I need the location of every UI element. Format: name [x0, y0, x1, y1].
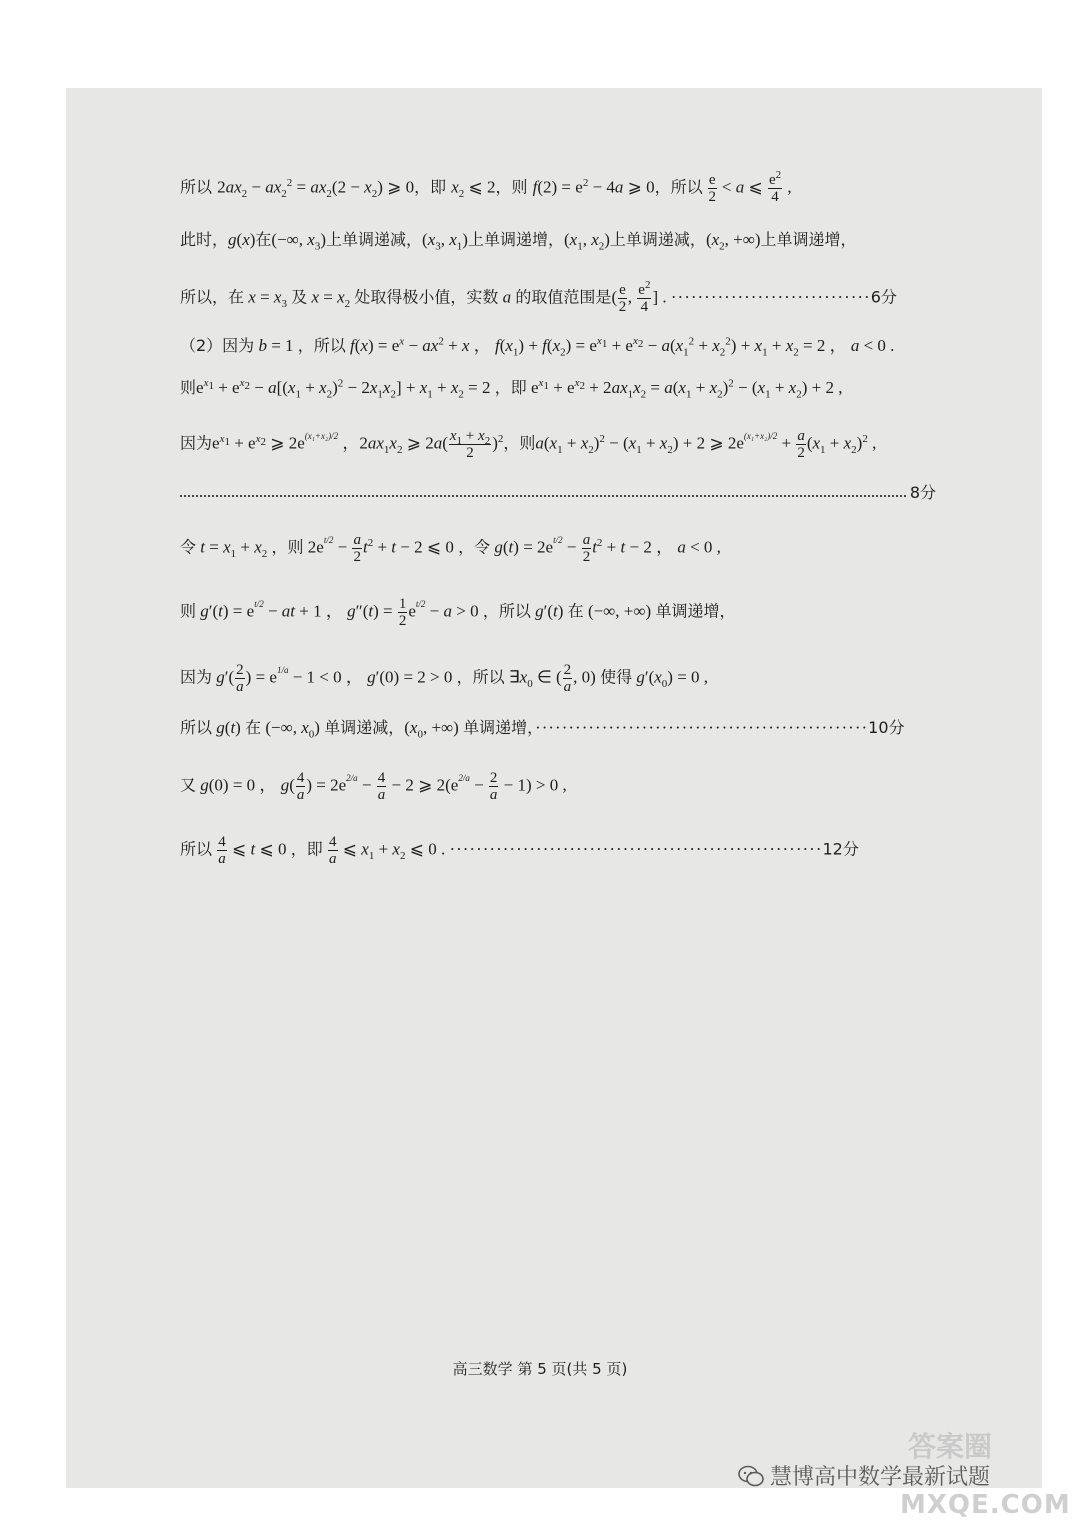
- solution-line-12: 又 g(0) = 0 ， g( $\frac{4}{a}$ ) = $2e^{2/a}$ − $\frac{4}{a}$ − 2 ⩾ $2(e^{2/a}$ − $\frac{2}{a}$ − 1) > 0 ,: [180, 770, 567, 803]
- solution-line-11: 所以 g(t) 在 (−∞, $x_0$) 单调递减，($x_0$, +∞) 单调递增，··················································10分: [180, 718, 905, 741]
- score-line-8: 8分: [180, 480, 936, 503]
- solution-line-1: 所以 $2ax_2 - ax_2^2 = ax_2(2 - x_2)$ ⩾ 0，即 $x_2$ ⩽ 2，则 $f(2) = e^2 - 4a$ ⩾ 0，所以 $\frac{e}{2}$ < a ⩽ $\frac{e^2}{4}$ ,: [180, 169, 792, 205]
- solution-line-3: 所以，在 $x = x_3$ 及 $x = x_2$ 处取得极小值，实数 a 的取值范围是( $\frac{e}{2}$ , $\frac{e^2}{4}$ ] . ······························6分: [180, 279, 897, 315]
- solution-line-2: 此时，g(x)在(−∞, $x_3$)上单调递减，($x_3$, $x_1$)上单调递增，($x_1$, $x_2$)上单调递减，($x_2$, +∞)上单调递增，: [180, 230, 857, 253]
- wechat-icon: [738, 1465, 764, 1487]
- score-6: 6分: [870, 287, 897, 307]
- solution-line-4: （2）因为 b = 1 ，所以 $f(x) = e^x - ax^2 + x$ ， $f(x_1) + f(x_2) = e^{x_1} + e^{x_2} - a(x_1^2 + x_2^2) + x_1 + x_2 = 2$ ， a < 0 .: [180, 335, 895, 359]
- watermark-site: MXQE.COM: [900, 1490, 1071, 1520]
- score-10: 10分: [868, 718, 905, 737]
- solution-line-8: 令 $t = x_1 + x_2$ ，则 $2e^{t/2}$ − $\frac{a}{2}$ $t^2 + t - 2$ ⩽ 0 ，令 $g(t) = 2e^{t/2}$ − $\frac{a}{2}$ $t^2 + t - 2$ ， a < 0 ,: [180, 532, 721, 565]
- solution-line-5: 则$e^{x_1} + e^{x_2} - a[(x_1 + x_2)^2 - 2x_1x_2] + x_1 + x_2 = 2$ ，即 $e^{x_1} + e^{x_2} + 2ax_1x_2 = a(x_1 + x_2)^2 - (x_1 + x_2) + 2$ ,: [180, 377, 843, 401]
- page-footer: 高三数学 第 5 页(共 5 页): [452, 1360, 628, 1378]
- solution-line-6: 因为$e^{x_1} + e^{x_2}$ ⩾ $2e^{(x_1+x_2)/2}$ ，$2ax_1x_2$ ⩾ 2a( $\frac{x_1 + x_2}{2}$ )$^2$，则$a(x_1 + x_2)^2 - (x_1 + x_2) + 2$ ⩾ $2e^{(x_1+x_2)/2}$ + $\frac{a}{2}$ $(x_1 + x_2)^2$ ,: [180, 428, 877, 461]
- solution-line-13: 所以 $\frac{4}{a}$ ⩽ t ⩽ 0 ，即 $\frac{4}{a}$ ⩽ $x_1 + x_2$ ⩽ 0 . ························································12分: [180, 834, 859, 867]
- score-12: 12分: [822, 839, 859, 859]
- solution-line-9: 则 $g'(t) = e^{t/2}$ − at + 1 ， g″(t) = $\frac{1}{2}$ $e^{t/2} - a > 0$ ，所以 g′(t) 在 (−∞, +∞) 单调递增，: [180, 596, 736, 629]
- dot-leader: [180, 487, 906, 497]
- watermark-logo: 答案圈: [908, 1430, 993, 1463]
- watermark-account: 慧博高中数学最新试题: [770, 1465, 991, 1490]
- solution-line-10: 因为 g′( $\frac{2}{a}$ ) = $e^{1/a} - 1 < 0$ ， g′(0) = 2 > 0 ，所以 $\exists x_0$ ∈ ( $\frac{2}{a}$ , 0) 使得 $g'(x_0) = 0$ ,: [180, 662, 709, 695]
